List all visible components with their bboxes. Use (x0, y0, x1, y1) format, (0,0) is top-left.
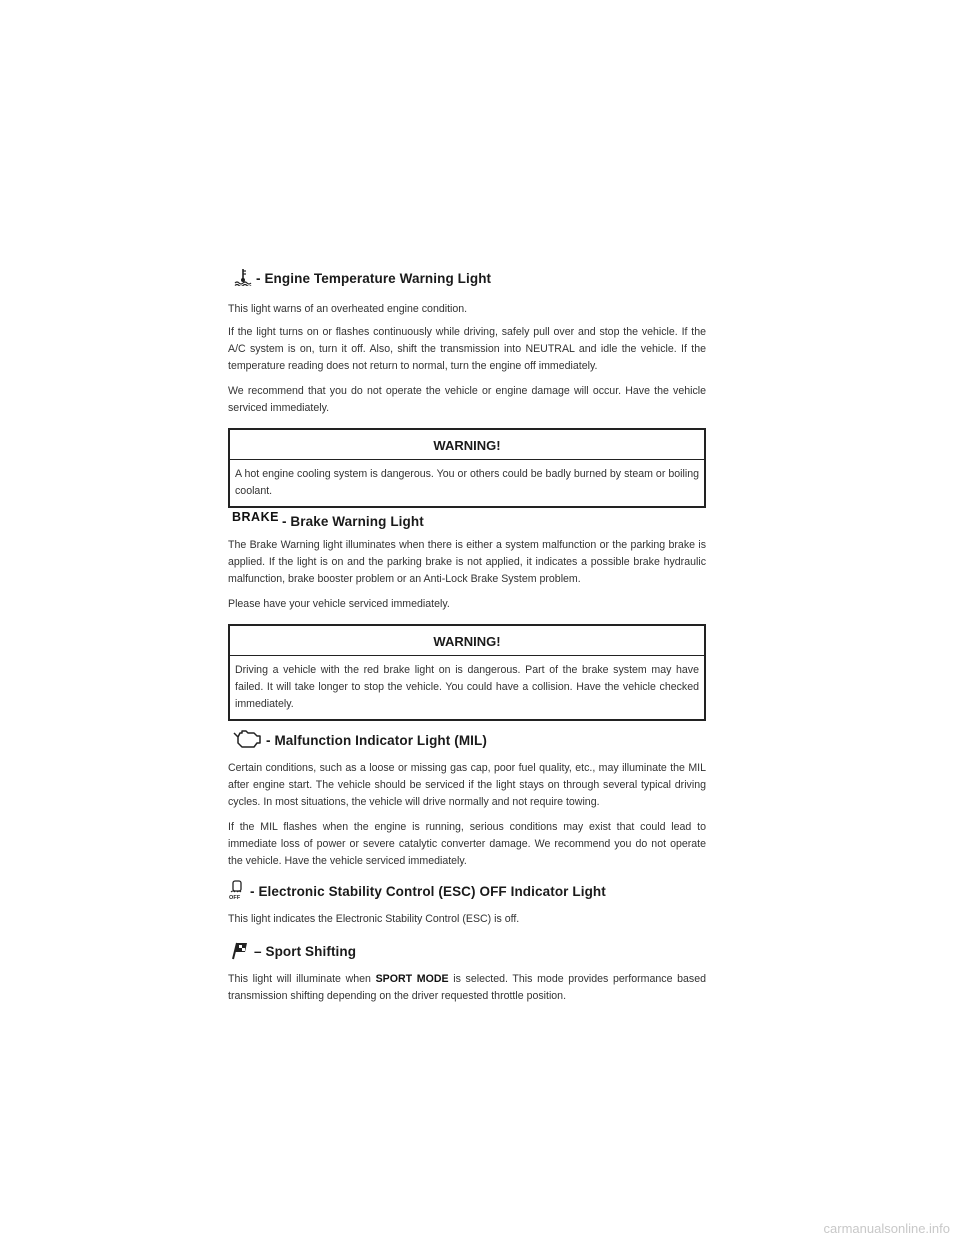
engine-temp-p1: This light warns of an overheated engine condition. (228, 303, 468, 315)
sport-title: – Sport Shifting (254, 944, 357, 959)
sport-heading (230, 940, 706, 963)
esc-p1: This light indicates the Electronic Stability Control (ESC) is off. (228, 913, 520, 925)
sport-flag-icon (230, 940, 250, 963)
warning-text: A hot engine cooling system is dangerous. You or others could be badly burned by steam or boiling coolant. (235, 468, 699, 497)
sport-p1-text: This light will illuminate when (228, 973, 376, 985)
engine-temp-title: - Engine Temperature Warning Light (256, 271, 492, 286)
mil-p2: If the MIL flashes when the engine is running, serious conditions may exist that could lead to immediate loss of power or severe catalytic converter damage. We recommend you do not operate the vehicle. Have the vehicle serviced immediately. (228, 821, 706, 867)
brake-title: - Brake Warning Light (281, 514, 424, 529)
engine-temp-heading (234, 268, 706, 289)
sport-mode-term: SPORT MODE (375, 973, 449, 985)
sport-p1-text-after: is selected. This mode provides performance based transmission shifting depending on the driver requested throttle position. (228, 973, 706, 1002)
warning-title: WARNING! (230, 626, 704, 656)
engine-temp-p2: If the light turns on or flashes continuously while driving, safely pull over and stop the vehicle. If the A/C system is on, turn it off. Also, shift the transmission into NEUTRAL and idle the vehicle. If the temperature reading does not return to normal, turn the engine off immediately. (228, 326, 706, 372)
engine-temp-warning-box (228, 428, 706, 508)
engine-temperature-icon (234, 268, 252, 289)
esc-heading (228, 880, 706, 903)
mil-p1: Certain conditions, such as a loose or missing gas cap, poor fuel quality, etc., may illuminate the MIL after engine start. The vehicle should be serviced if the light stays on through several typical driving cycles. In most situations, the vehicle will drive normally and not require towing. (228, 762, 706, 808)
watermark: carmanualsonline.info (823, 1221, 950, 1236)
brake-p2: Please have your vehicle serviced immediately. (228, 598, 450, 610)
mil-heading (232, 729, 706, 752)
check-engine-icon (232, 729, 262, 752)
brake-icon: BRAKE (232, 509, 279, 524)
warning-text: Driving a vehicle with the red brake light on is dangerous. Part of the brake system may have failed. It will take longer to stop the vehicle. You could have a collision. Have the vehicle checked immediately. (235, 664, 699, 710)
sport-p1 (228, 971, 706, 1005)
esc-off-label: OFF (229, 895, 241, 900)
warning-title: WARNING! (230, 430, 704, 460)
manual-page (228, 268, 706, 1005)
brake-heading (232, 509, 706, 529)
engine-temp-p3: We recommend that you do not operate the vehicle or engine damage will occur. Have the vehicle serviced immediately. (228, 385, 706, 414)
mil-title: - Malfunction Indicator Light (MIL) (266, 733, 487, 748)
brake-p1: The Brake Warning light illuminates when there is either a system malfunction or the parking brake is applied. If the light is on and the parking brake is not applied, it indicates a possible brake hydraulic malfunction, brake booster problem or an Anti-Lock Brake System problem. (228, 539, 706, 585)
esc-off-icon (228, 880, 246, 903)
esc-title: - Electronic Stability Control (ESC) OFF Indicator Light (250, 884, 606, 899)
brake-warning-box (228, 624, 706, 721)
